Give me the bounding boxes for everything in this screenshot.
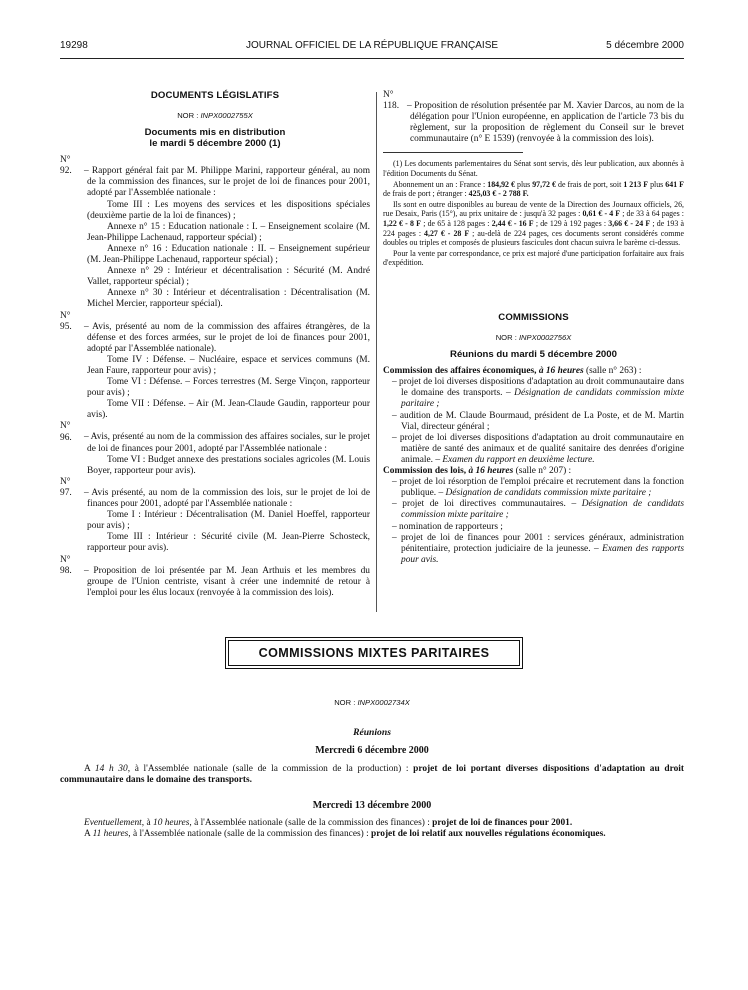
fn-price: 4,27 € - 28 F bbox=[424, 228, 470, 238]
fn-text: ; de 193 à 224 pages : bbox=[383, 219, 685, 238]
distribution-subtitle-1: Documents mis en distribution bbox=[144, 127, 286, 139]
commission-room: (salle n° 207) : bbox=[513, 466, 572, 477]
cmp-text: A bbox=[84, 829, 93, 840]
entry-number: N° 95. bbox=[60, 310, 72, 332]
document-entry bbox=[60, 311, 370, 422]
fn-price: 3,66 € - 24 F bbox=[608, 219, 651, 229]
fn-price: 184,92 € bbox=[487, 179, 515, 189]
footnote-p3 bbox=[383, 200, 684, 248]
entry-number: N° 96. bbox=[60, 421, 72, 443]
entry-number: N° 92. bbox=[60, 155, 72, 177]
entry-subitem: Annexe n° 29 : Intérieur et décentralisation : Sécurité (M. André Vallet, rapporteur spécial) ; bbox=[87, 266, 370, 288]
cmp-time: 10 heures bbox=[153, 818, 190, 828]
cmp-paragraph-3 bbox=[60, 829, 684, 840]
fn-price: 425,03 € - 2 788 F. bbox=[468, 189, 529, 199]
agenda-action: – Examen du rapport en deuxième lecture. bbox=[435, 454, 595, 465]
cmp-text: , à l'Assemblée nationale (salle de la commission des finances) : bbox=[189, 818, 433, 828]
nor-code: INPX0002756X bbox=[518, 333, 572, 343]
entry-subitem: Tome III : Intérieur : Sécurité civile (M. Jean-Pierre Schosteck, rapporteur pour avis). bbox=[87, 532, 370, 554]
cmp-nor-line bbox=[60, 698, 684, 707]
commission-lois-items bbox=[383, 477, 684, 566]
agenda-text: – projet de loi diverses dispositions d'adaptation au droit communautaire en matière de santé des animaux et de qualité sanitaire des denrées d'origine animale. bbox=[392, 432, 684, 465]
document-entry bbox=[60, 477, 370, 555]
entry-number: N° 98. bbox=[60, 554, 72, 576]
commission-name: Commission des affaires économiques, bbox=[383, 366, 537, 377]
commission-economiques-heading bbox=[383, 366, 684, 377]
footnote-p4: Pour la vente par correspondance, ce prix est majoré d'une participation forfaitaire aux frais d'expédition. bbox=[383, 248, 684, 268]
nor-label: NOR : bbox=[495, 333, 517, 343]
cmp-paragraphs-2 bbox=[60, 818, 684, 841]
agenda-action: – Désignation de candidats commission mixte paritaire ; bbox=[401, 388, 684, 410]
entry-text bbox=[60, 311, 370, 355]
agenda-text: – projet de loi résorption de l'emploi précaire et recrutement dans la fonction publique. bbox=[392, 477, 684, 499]
fn-text: Abonnement un an : France : bbox=[393, 179, 488, 189]
nor-line bbox=[60, 110, 370, 121]
fn-text: ; au-delà de 224 pages, ces documents seront considérés comme doubles ou triples et composés de plusieurs fascicules dont chacun suivra le barème ci-dessus. bbox=[383, 228, 684, 248]
distribution-subtitle-2: le mardi 5 décembre 2000 (1) bbox=[149, 138, 281, 150]
cmp-paragraph-2 bbox=[60, 818, 684, 829]
reunions-subtitle: Réunions du mardi 5 décembre 2000 bbox=[450, 349, 617, 361]
cmp-text: , à l'Assemblée nationale (salle de la commission de la production) : bbox=[127, 764, 414, 774]
entry-body: – Rapport général fait par M. Philippe Marini, rapporteur général, au nom de la commission des finances, sur le projet de loi de finances pour 2001, adopté par l'Assemblée nationale : bbox=[84, 166, 370, 199]
entry-text bbox=[383, 90, 684, 145]
commission-economiques-items bbox=[383, 377, 684, 466]
column-separator bbox=[376, 92, 377, 612]
entry-number: N° 118. bbox=[383, 90, 400, 112]
entry-subitem: Tome VI : Budget annexe des prestations sociales agricoles (M. Louis Boyer, rapporteur pour avis). bbox=[87, 454, 370, 476]
agenda-action: – Désignation de candidats commission mixte paritaire ; bbox=[438, 488, 652, 499]
agenda-item bbox=[383, 533, 684, 566]
fn-price: 641 F bbox=[665, 179, 685, 189]
agenda-item bbox=[383, 477, 684, 499]
entry-subitem: Tome I : Intérieur : Décentralisation (M. Daniel Hoeffel, rapporteur pour avis) ; bbox=[87, 510, 370, 532]
agenda-action: – Examen des rapports pour avis. bbox=[401, 543, 684, 565]
entry-subitem: Annexe n° 30 : Intérieur et décentralisation : Décentralisation (M. Michel Mercier, rapporteur spécial). bbox=[87, 288, 370, 310]
footnote-p2 bbox=[383, 180, 684, 199]
commissions-title: COMMISSIONS bbox=[498, 312, 569, 323]
commission-name: Commission des lois, bbox=[383, 466, 467, 477]
fn-price: 97,72 € bbox=[532, 179, 556, 189]
cmp-text: , à l'Assemblée nationale (salle de la commission des finances) : bbox=[128, 829, 372, 840]
cmp-text: , à bbox=[141, 818, 153, 828]
fn-price: 0,61 € - 4 F bbox=[582, 209, 621, 219]
entry-text bbox=[60, 421, 370, 454]
entry-text bbox=[60, 555, 370, 599]
entry-body: – Proposition de loi présentée par M. Jean Arthuis et les membres du groupe de l'Union centriste, visant à créer une indemnité de retour à l'emploi pour les élus locaux (renvoyée à la commission des lois). bbox=[84, 565, 370, 598]
cmp-title-box: COMMISSIONS MIXTES PARITAIRES bbox=[228, 640, 520, 666]
cmp-subject: projet de loi portant diverses dispositions d'adaptation au droit communautaire dans le domaine des transports. bbox=[60, 764, 684, 786]
commission-time: à 16 heures bbox=[466, 466, 514, 477]
fn-text: plus bbox=[648, 179, 666, 189]
commission-lois-heading bbox=[383, 466, 684, 477]
fn-price: 1 213 F bbox=[623, 179, 649, 189]
documents-legislatifs-title: DOCUMENTS LÉGISLATIFS bbox=[150, 90, 280, 101]
fn-text: Ils sont en outre disponibles au bureau de vente de la Direction des Journaux officiels, 26, rue Desaix, Paris (15°), au prix unitaire de : jusqu'à 32 pages : bbox=[383, 199, 684, 219]
fn-text: de frais de port ; étranger : bbox=[383, 189, 469, 199]
agenda-text: – projet de loi de finances pour 2001 : services généraux, administration pénitentiaire, protection judiciaire de la jeunesse. bbox=[392, 532, 684, 554]
document-entry bbox=[60, 421, 370, 476]
agenda-item bbox=[383, 411, 684, 433]
agenda-text: – audition de M. Claude Bourmaud, président de La Poste, et de M. Martin Vial, directeur général ; bbox=[392, 410, 684, 432]
fn-text: plus bbox=[514, 179, 533, 189]
cmp-reunions-heading: Réunions bbox=[353, 727, 391, 738]
entry-body: – Proposition de résolution présentée par M. Xavier Darcos, au nom de la délégation pour l'Union européenne, en application de l'article 73 bis du règlement, sur la proposition de règlement du Conseil sur le brevet communautaire (n° E 1539) (renvoyée à la commission des lois). bbox=[407, 101, 684, 145]
nor-line bbox=[383, 332, 684, 343]
agenda-text: – projet de loi directives communautaires. bbox=[392, 499, 572, 510]
document-entry bbox=[383, 90, 684, 145]
fn-text: ; de 129 à 192 pages : bbox=[533, 219, 609, 229]
entry-subitem: Tome III : Les moyens des services et les dispositions spéciales (deuxième partie de la loi de finances) ; bbox=[87, 199, 370, 221]
entry-number: N° 97. bbox=[60, 476, 72, 498]
entry-body: – Avis, présenté au nom de la commission des affaires étrangères, de la défense et des forces armées, sur le projet de loi de finances pour 2001, adopté par l'Assemblée nationale). bbox=[84, 321, 370, 354]
agenda-text: – projet de loi diverses dispositions d'adaptation au droit communautaire dans le domaine des transports. bbox=[392, 377, 684, 399]
issue-date: 5 décembre 2000 bbox=[606, 40, 684, 51]
entry-text bbox=[60, 477, 370, 510]
entry-body: – Avis présenté, au nom de la commission des lois, sur le projet de loi de finances pour 2001, adopté par l'Assemblée nationale : bbox=[84, 488, 370, 510]
cmp-text: A bbox=[84, 764, 95, 774]
commission-time: à 16 heures bbox=[536, 366, 584, 377]
nor-label: NOR : bbox=[334, 698, 356, 707]
cmp-time: 14 h 30 bbox=[94, 764, 128, 774]
footnote-p1: (1) Les documents parlementaires du Sénat sont servis, dès leur publication, aux abonnés à l'édition Documents du Sénat. bbox=[383, 159, 684, 179]
cmp-date-2: Mercredi 13 décembre 2000 bbox=[312, 800, 432, 811]
entry-text bbox=[60, 155, 370, 199]
entry-subitem: Tome IV : Défense. – Nucléaire, espace et services communs (M. Jean Faure, rapporteur pour avis) ; bbox=[87, 354, 370, 376]
right-column bbox=[383, 90, 684, 566]
nor-code: INPX0002755X bbox=[200, 111, 253, 121]
fn-text: ; de 33 à 64 pages : bbox=[620, 209, 684, 219]
journal-title: JOURNAL OFFICIEL DE LA RÉPUBLIQUE FRANÇAISE bbox=[245, 40, 499, 51]
page-number: 19298 bbox=[60, 40, 88, 51]
entry-subitem: Tome VI : Défense. – Forces terrestres (M. Serge Vinçon, rapporteur pour avis) ; bbox=[87, 377, 370, 399]
entry-body: – Avis, présenté au nom de la commission des affaires sociales, sur le projet de loi de finances pour 2001, adopté par l'Assemblée nationale : bbox=[84, 432, 370, 454]
left-column bbox=[60, 90, 370, 599]
commissions-section bbox=[383, 312, 684, 566]
document-entry bbox=[60, 155, 370, 310]
nor-label: NOR : bbox=[177, 111, 199, 121]
fn-price: 1,22 € - 8 F bbox=[383, 219, 421, 229]
agenda-item bbox=[383, 499, 684, 521]
entry-subitem: Annexe n° 16 : Education nationale : II. – Enseignement supérieur (M. Jean-Philippe Lachenaud, rapporteur spécial) ; bbox=[87, 243, 370, 266]
header-rule bbox=[60, 58, 684, 59]
fn-price: 2,44 € - 16 F bbox=[491, 219, 534, 229]
agenda-item bbox=[383, 522, 684, 533]
cmp-subject: projet de loi de finances pour 2001. bbox=[432, 818, 573, 828]
cmp-date-1: Mercredi 6 décembre 2000 bbox=[315, 745, 429, 756]
document-entry bbox=[60, 555, 370, 599]
agenda-item bbox=[383, 377, 684, 410]
fn-text: ; de 65 à 128 pages : bbox=[420, 219, 492, 229]
cmp-subject: projet de loi relatif aux nouvelles régulations économiques. bbox=[371, 829, 606, 840]
commission-room: (salle n° 263) : bbox=[583, 366, 642, 377]
agenda-item bbox=[383, 433, 684, 466]
footnote bbox=[383, 159, 684, 268]
cmp-text: Eventuellement bbox=[84, 818, 142, 828]
nor-code: INPX0002734X bbox=[357, 698, 410, 707]
running-header bbox=[60, 40, 684, 56]
cmp-time: 11 heures bbox=[92, 829, 129, 840]
entry-subitem: Annexe n° 15 : Education nationale : I. – Enseignement scolaire (M. Jean-Philippe Lachenaud, rapporteur spécial) ; bbox=[87, 221, 370, 243]
cmp-paragraph-1 bbox=[60, 764, 684, 787]
agenda-action: – Désignation de candidats commission mixte paritaire ; bbox=[401, 499, 685, 521]
agenda-text: – nomination de rapporteurs ; bbox=[392, 521, 503, 532]
document-entries bbox=[60, 155, 370, 599]
entry-subitem: Tome VII : Défense. – Air (M. Jean-Claude Gaudin, rapporteur pour avis). bbox=[87, 399, 370, 421]
fn-text: de frais de port, soit bbox=[556, 179, 624, 189]
document-entry-118 bbox=[383, 90, 684, 145]
footnote-rule bbox=[383, 152, 523, 153]
